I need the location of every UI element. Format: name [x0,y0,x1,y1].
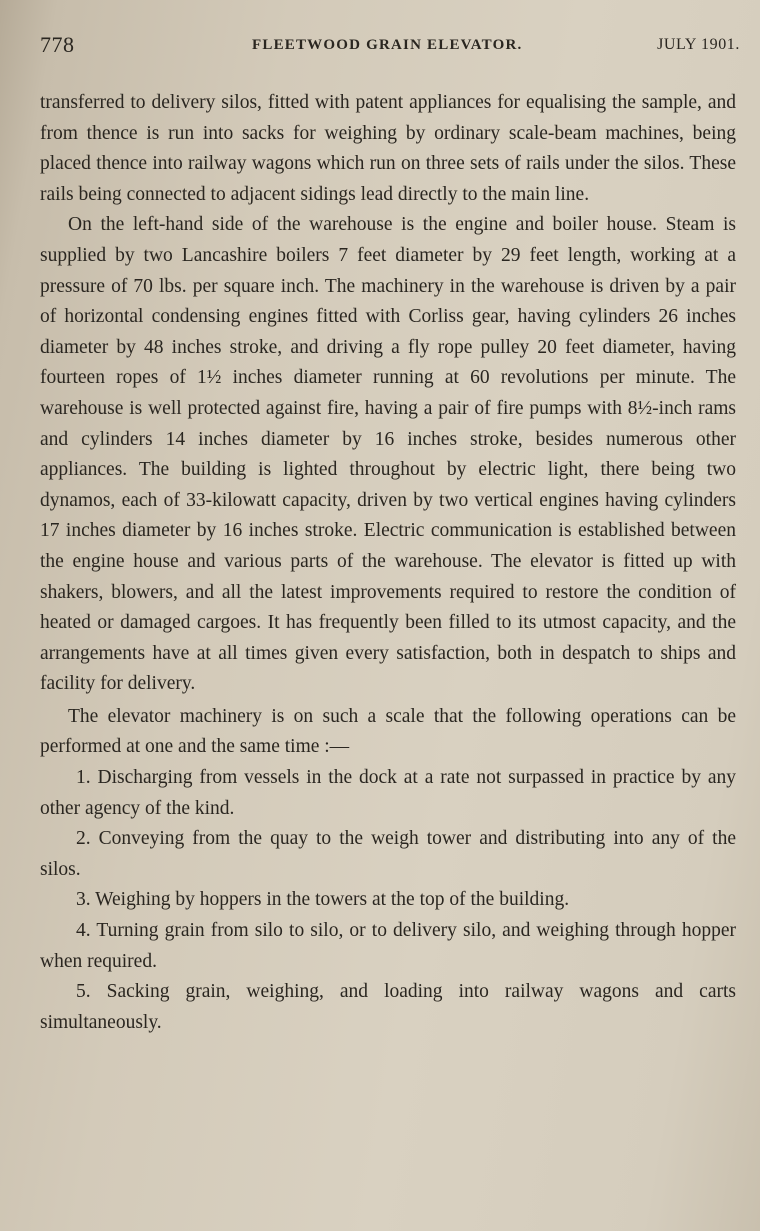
paragraph-engine-house: On the left-hand side of the warehouse is the engine and boiler house. Steam is supplied by two Lancashire boilers 7 feet diameter by 29 feet length, working at a pressure of 70 lbs. per square inch. The machinery in the warehouse is driven by a pair of horizontal condensing engines fitted with Corliss gear, having cylinders 26 inches diameter by 48 inches stroke, and driving a fly rope pulley 20 feet diameter, having fourteen ropes of 1½ inches diameter running at 60 revolutions per minute. The warehouse is well protected against fire, having a pair of fire pumps with 8½-inch rams and cylinders 14 inches diameter by 16 inches stroke, besides numerous other appliances. The building is lighted throughout by electric light, there being two dynamos, each of 33-kilowatt capacity, driven by two vertical engines having cylinders 17 inches diameter by 16 inches stroke. Electric communication is established between the engine house and various parts of the warehouse. The elevator is fitted up with shakers, blowers, and all the latest improvements required to restore the condition of heated or damaged cargoes. It has frequently been filled to its utmost capacity, and the arrangements have at all times given every satisfaction, both in despatch to ships and facility for delivery. [40,214,736,695]
list-item: 3. Weighing by hoppers in the towers at the top of the building. [76,889,570,911]
page-number: 778 [40,32,75,57]
paragraph-continued: transferred to delivery silos, fitted with patent appliances for equalising the sample, and from thence is run into sacks for weighing by ordinary scale-beam machines, being placed thence into railway wagons which run on three sets of rails under the silos. These rails being connected to adjacent sidings lead directly to the main line. [40,92,736,205]
running-title: FLEETWOOD GRAIN ELEVATOR. [252,37,523,53]
page-header [40,32,740,62]
list-item: 4. Turning grain from silo to silo, or to delivery silo, and weighing through hopper when required. [40,920,736,972]
list-item: 2. Conveying from the quay to the weigh tower and distributing into any of the silos. [40,828,736,880]
list-item: 5. Sacking grain, weighing, and loading into railway wagons and carts simultaneously. [40,981,736,1033]
list-item: 1. Discharging from vessels in the dock at a rate not surpassed in practice by any other agency of the kind. [40,767,736,819]
body-text [40,88,736,1038]
paragraph-operations-intro: The elevator machinery is on such a scale that the following operations can be performed at one and the same time :— [40,705,736,758]
header-date: JULY 1901. [657,36,740,53]
